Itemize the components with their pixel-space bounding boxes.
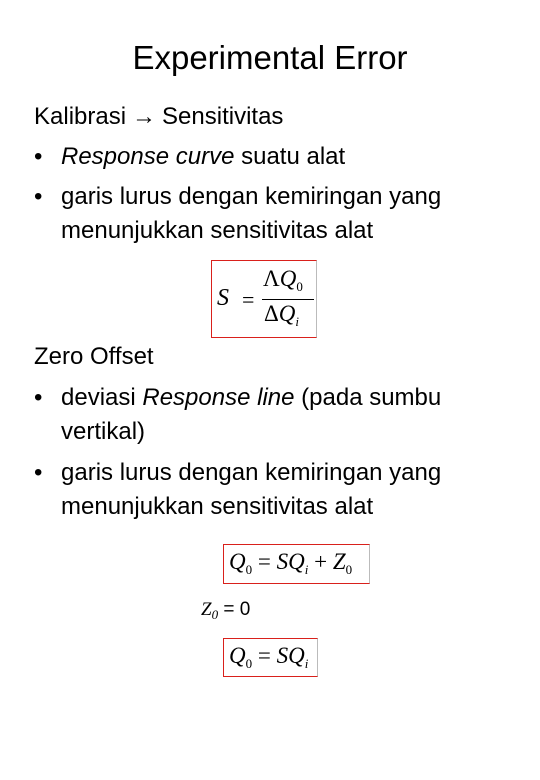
bullet-marker: • [34,459,43,486]
equation-numerator: $\Lambda Q_0$ [263,266,303,294]
calibration-heading-right: Sensitivitas [162,103,284,130]
equation-denominator: $\Delta Q_i$ [264,301,300,329]
arrow-right-icon: → [132,103,157,130]
bullet-text: garis lurus dengan kemiringan yang menunjukkan sensitivitas alat [61,183,442,244]
zero-offset-bullet-1 [34,381,524,449]
bullet-marker: • [34,384,43,411]
zero-offset-heading: Zero Offset [34,343,154,370]
simplified-equation: $Q_0 = SQ_i$ [223,638,318,677]
bullet-text: garis lurus dengan kemiringan yang menunjukkan sensitivitas alat [61,459,442,520]
bullet-text: (pada sumbu vertikal) [61,384,442,445]
calibration-bullet-2 [34,180,524,248]
zero-offset-bullet-2 [34,456,524,524]
z0-condition: $Z_0 = 0$ [201,599,251,622]
bullet-marker: • [34,183,43,210]
equation-lhs: S [217,285,229,311]
equation-equals: = [242,287,255,312]
bullet-italic-text: Response curve [61,143,235,170]
bullet-text: suatu alat [234,143,346,170]
slide-title: Experimental Error [132,39,408,76]
bullet-marker: • [34,143,43,170]
calibration-heading-left: Kalibrasi [34,103,127,130]
calibration-bullet-1 [34,140,524,174]
fraction-bar [262,299,314,300]
zero-offset-equation: $Q_0 = SQ_i + Z_0$ [223,544,370,584]
sensitivity-equation [211,260,317,338]
calibration-heading [34,101,283,133]
bullet-text: deviasi [61,384,143,411]
bullet-italic-text: Response line [142,384,295,411]
